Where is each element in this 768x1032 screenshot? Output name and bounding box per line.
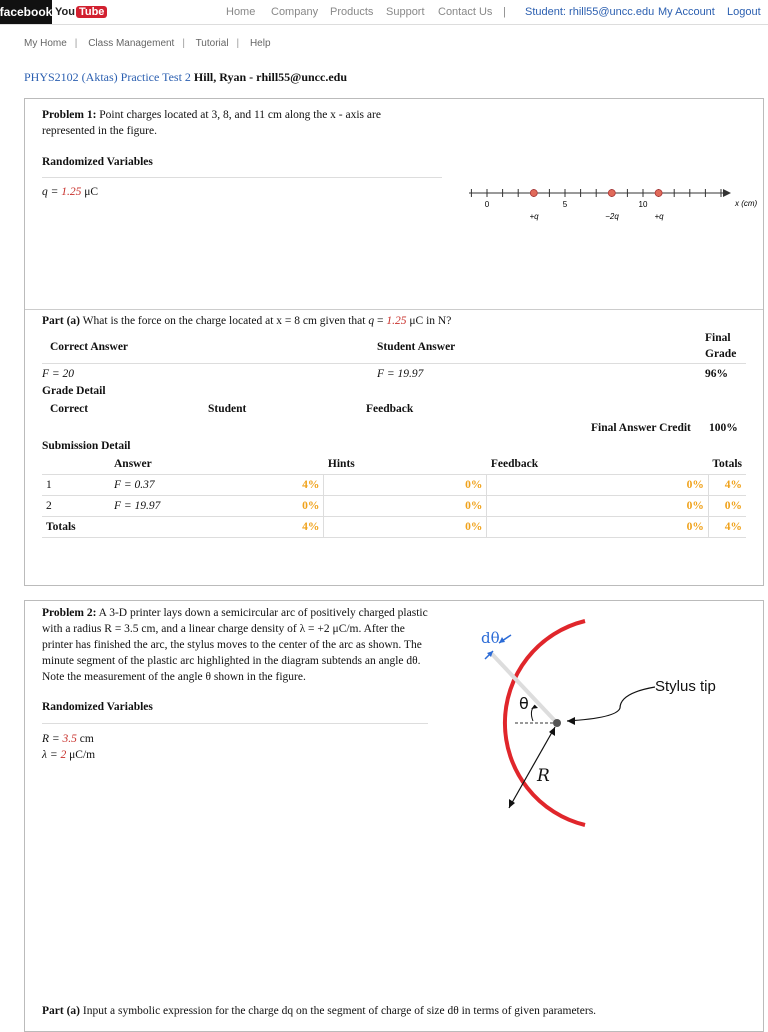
part-a-value: 1.25 <box>386 315 407 327</box>
var-R <box>42 731 94 747</box>
nav-company[interactable]: Company <box>271 6 319 18</box>
row-feedback-spacer <box>487 475 542 496</box>
problem-1-panel <box>24 98 764 586</box>
stylus-tip-label: Stylus tip <box>655 678 716 695</box>
divider <box>42 177 442 178</box>
divider <box>42 363 746 364</box>
problem-2-label: Problem 2: <box>42 607 97 619</box>
page-header <box>24 70 744 85</box>
row-answer <box>110 496 255 517</box>
my-account-link[interactable]: My Account <box>658 6 715 18</box>
tick-label-10: 10 <box>638 200 648 209</box>
row-answer <box>110 475 255 496</box>
submission-totals-row <box>42 517 746 538</box>
totals-label: Totals <box>46 521 76 533</box>
grade-detail-title: Grade Detail <box>42 385 106 397</box>
row-answer <box>110 517 255 538</box>
problem-1-label: Problem 1: <box>42 109 97 121</box>
subnav-my-home[interactable]: My Home <box>24 38 67 49</box>
col-hints: Hints <box>327 458 355 470</box>
theta-label: θ <box>519 694 529 713</box>
charge-axis-figure <box>461 179 758 229</box>
row-feedback-spacer <box>487 496 542 517</box>
section-divider <box>25 309 763 310</box>
final-grade-header-1: Final <box>705 332 731 344</box>
top-bar <box>0 0 768 25</box>
problem-1-statement <box>42 107 422 139</box>
sub-navigation <box>24 38 279 49</box>
stylus-pointer <box>567 687 655 721</box>
randomized-variables-title: Randomized Variables <box>42 156 153 168</box>
var-R-unit: cm <box>76 733 94 745</box>
part-a-label: Part (a) <box>42 315 80 327</box>
stylus-tip-dot <box>553 719 561 727</box>
semicircular-arc-figure <box>445 613 765 833</box>
var-R-value: 3.5 <box>62 733 77 745</box>
row-feedback-pct: 0% <box>542 475 709 496</box>
row-answer-text: F = 19.97 <box>114 500 161 512</box>
final-answer-credit-label: Final Answer Credit <box>591 422 691 434</box>
logout-link[interactable]: Logout <box>727 6 761 18</box>
part-a-label: Part (a) <box>42 1005 80 1017</box>
subnav-sep: | <box>182 38 185 49</box>
part-a-text-2: μC in N? <box>406 315 452 327</box>
radius-label: R <box>537 766 550 786</box>
charge-label-3: +q <box>654 212 664 221</box>
row-feedback-spacer <box>487 517 542 538</box>
submission-row <box>42 475 746 496</box>
theta-arrow <box>531 705 538 709</box>
nav-home[interactable]: Home <box>226 6 256 18</box>
submission-table <box>42 454 746 538</box>
student-email-link[interactable]: Student: rhill55@uncc.edu <box>525 6 655 18</box>
var-q-unit: μC <box>81 186 99 198</box>
tick-label-5: 5 <box>562 200 568 209</box>
col-totals: Totals <box>712 458 742 470</box>
col-answer: Answer <box>114 458 152 470</box>
var-R-label: R = <box>42 733 63 745</box>
student-answer-header: Student Answer <box>377 341 456 353</box>
problem-2-panel <box>24 600 764 1032</box>
row-hints-spacer <box>324 496 364 517</box>
problem-1-text: Point charges located at 3, 8, and 11 cm along the x - axis are represented in the figure. <box>42 109 381 137</box>
totals-answer-pct: 4% <box>255 517 324 538</box>
radius-arrow-end <box>509 799 515 808</box>
tick-label-0: 0 <box>484 200 490 209</box>
point-charge-1 <box>530 190 537 197</box>
correct-answer-header: Correct Answer <box>50 341 129 353</box>
nav-products[interactable]: Products <box>330 6 374 18</box>
var-lambda <box>42 747 95 763</box>
subnav-tutorial[interactable]: Tutorial <box>195 38 229 49</box>
part-a-eq: = <box>374 315 387 327</box>
totals-feedback-pct: 0% <box>542 517 709 538</box>
part-a-q: q <box>368 315 375 327</box>
subnav-help[interactable]: Help <box>249 38 271 49</box>
row-hints-pct: 0% <box>364 496 487 517</box>
totals-total-pct: 4% <box>724 521 742 533</box>
var-lambda-value: 2 <box>60 749 67 761</box>
totals-hints-pct: 0% <box>364 517 487 538</box>
var-q <box>42 184 98 200</box>
radius-arrow-start <box>549 727 555 736</box>
axis-label: x (cm) <box>735 199 758 208</box>
charge-label-2: −2q <box>605 212 619 221</box>
nav-support[interactable]: Support <box>386 6 425 18</box>
var-q-label: q = <box>42 186 62 198</box>
grade-detail-feedback: Feedback <box>366 403 414 415</box>
submission-detail-title: Submission Detail <box>42 440 131 452</box>
row-hints-spacer <box>324 517 364 538</box>
var-q-value: 1.25 <box>61 186 82 198</box>
youtube-logo[interactable] <box>55 4 107 20</box>
dtheta-label: dθ <box>481 629 500 647</box>
submission-header-row <box>42 454 746 475</box>
final-answer-credit-value: 100% <box>709 422 738 434</box>
subnav-sep: | <box>74 38 78 49</box>
var-lambda-label: λ = <box>42 749 61 761</box>
charge-label-1: +q <box>529 212 539 221</box>
row-number: 1 <box>46 479 52 491</box>
correct-answer-value <box>42 366 74 382</box>
submission-row <box>42 496 746 517</box>
col-feedback: Feedback <box>490 458 539 470</box>
grade-detail-correct: Correct <box>50 403 89 415</box>
row-answer-text: F = 0.37 <box>114 479 155 491</box>
user-name: Hill, Ryan - rhill55@uncc.edu <box>193 70 348 84</box>
randomized-variables-title: Randomized Variables <box>42 701 153 713</box>
final-grade-header-2: Grade <box>705 348 737 360</box>
row-hints-spacer <box>324 475 364 496</box>
problem-2-text: A 3-D printer lays down a semicircular arc of positively charged plastic with a radius R = 3.5 cm, and a linear charge density of λ = +2 μC/m. After the printer has finished the arc, the stylus moves to the center of the arc as shown. The minute segment of the plastic arc highlighted in the diagram subtends an angle dθ. Note the measurement of the angle θ shown in the figure. <box>42 607 428 683</box>
row-total-pct: 4% <box>724 479 742 491</box>
var-lambda-unit: μC/m <box>66 749 96 761</box>
point-charge-3 <box>655 190 662 197</box>
youtube-you: You <box>55 6 75 18</box>
part-a-text: Input a symbolic expression for the charge dq on the segment of charge of size dθ in terms of given parameters. <box>82 1005 597 1017</box>
row-total-pct: 0% <box>724 500 742 512</box>
grade-detail-student: Student <box>208 403 247 415</box>
part-a-question <box>42 313 742 329</box>
row-number: 2 <box>46 500 52 512</box>
youtube-tube: Tube <box>76 6 107 18</box>
part-a-text-1: What is the force on the charge located at x = 8 cm given that <box>82 315 366 327</box>
final-grade-value: 96% <box>705 368 728 380</box>
divider <box>42 723 428 724</box>
row-answer-pct: 0% <box>255 496 324 517</box>
subnav-class-management[interactable]: Class Management <box>88 38 175 49</box>
subnav-sep: | <box>236 38 240 49</box>
student-answer-text: F = 19.97 <box>377 368 424 380</box>
problem-2-statement <box>42 605 430 685</box>
row-hints-pct: 0% <box>364 475 487 496</box>
point-charge-2 <box>608 190 615 197</box>
nav-contact[interactable]: Contact Us <box>438 6 493 18</box>
part-a-question-2 <box>42 1003 752 1019</box>
correct-answer-text: F = 20 <box>42 368 75 380</box>
course-title[interactable]: PHYS2102 (Aktas) Practice Test 2 <box>24 70 191 84</box>
axis-arrow <box>723 189 731 197</box>
nav-separator: | <box>503 6 506 18</box>
row-answer-pct: 4% <box>255 475 324 496</box>
col-n <box>42 454 110 475</box>
stylus-pointer-head <box>567 717 575 725</box>
student-answer-value <box>377 366 423 382</box>
row-feedback-pct: 0% <box>542 496 709 517</box>
facebook-logo[interactable]: facebook <box>0 0 52 24</box>
